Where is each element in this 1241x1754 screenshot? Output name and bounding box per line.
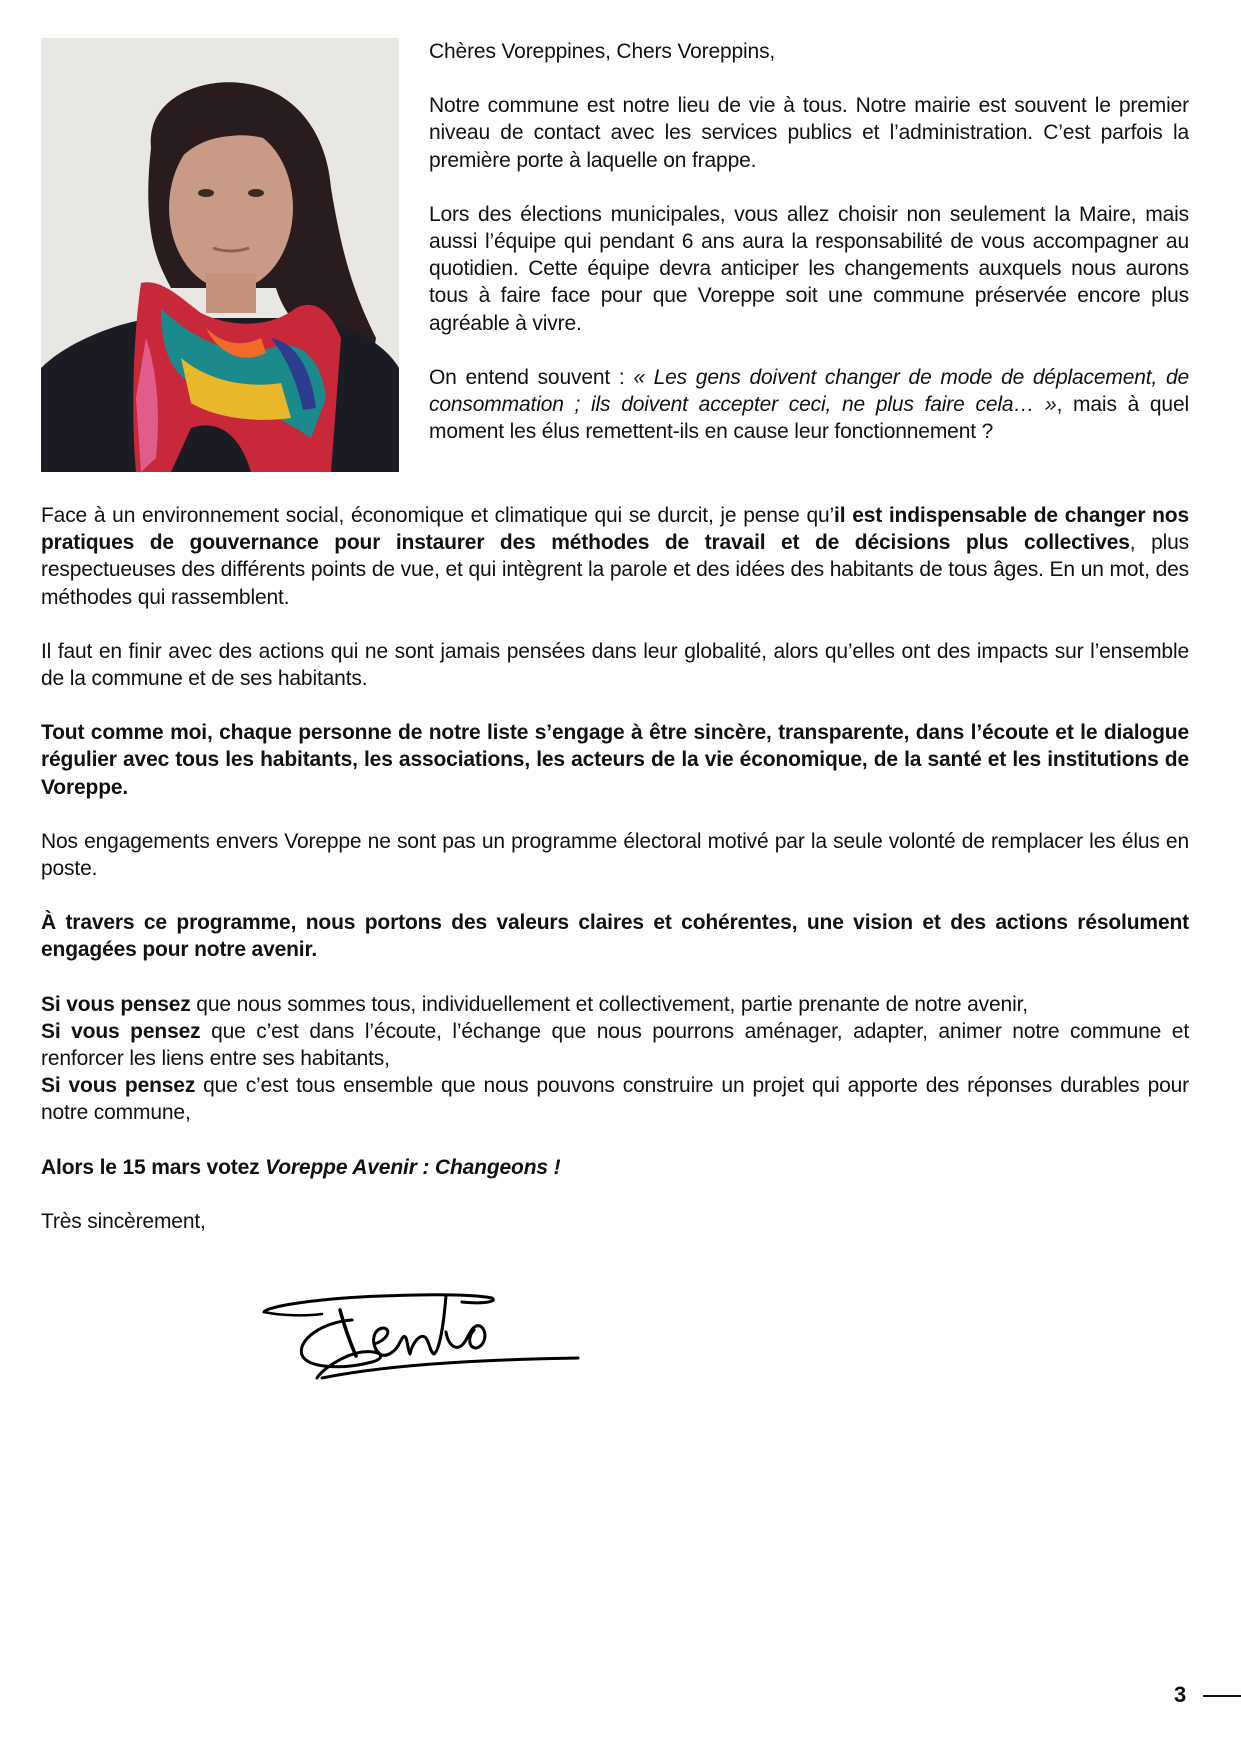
body-column [41,502,1189,1235]
closing: Très sincèrement, [41,1209,206,1233]
intro-paragraph-commune: Notre commune est notre lieu de vie à tous. Notre mairie est souvent le premier niveau de contact avec les services publics et l’administration. C’est parfois la première porte à laquelle on frappe. [429,94,1189,172]
governance-paragraph [41,502,1189,611]
page-number: 3 [1174,1682,1187,1707]
candidate-portrait-photo [41,38,399,472]
if-you-think-text: que c’est dans l’écoute, l’échange que nous pourrons aménager, adapter, animer notre commune et renforcer les liens entre ses habitants, [41,1019,1189,1071]
list-name: Voreppe Avenir : Changeons ! [265,1155,561,1179]
greeting: Chères Voreppines, Chers Voreppins, [429,40,776,63]
quote-paragraph [429,364,1189,446]
commitment-paragraph [41,719,1189,801]
quote-text: « Les gens doivent changer de mode de déplacement, de consommation ; ils doivent accepter ceci, ne plus faire cela… » [429,365,1189,417]
call-to-vote-lead: Alors le 15 mars votez [41,1155,266,1179]
quote-tail: , mais à quel moment les élus remettent-ils en cause leur fonctionnement ? [429,393,1190,444]
if-you-think-item [41,1018,1189,1072]
portrait-illustration [41,38,399,472]
if-you-think-item [41,991,1189,1018]
call-to-vote [41,1154,1189,1181]
governance-emphasis: il est indispensable de changer nos pratiques de gouvernance pour instaurer des méthodes de travail et de décisions plus collectives [41,504,1190,555]
if-you-think-item [41,1072,1189,1126]
engagements-paragraph: Nos engagements envers Voreppe ne sont pas un programme électoral motivé par la seule volonté de remplacer les élus en poste. [41,829,1189,881]
values-paragraph [41,909,1189,963]
governance-tail: , plus respectueuses des différents points de vue, et qui intègrent la parole et des idées des habitants de tous âges. En un mot, des méthodes qui rassemblent. [41,531,1189,609]
if-you-think-text: que c’est tous ensemble que nous pouvons construire un projet qui apporte des réponses durables pour notre commune, [41,1074,1189,1125]
commitment-text: Tout comme moi, chaque personne de notre liste s’engage à être sincère, transparente, dans l’écoute et le dialogue régulier avec tous les habitants, les associations, les acteurs de la vie économique, de la santé et les institutions de Voreppe. [41,721,1189,799]
if-you-think-text: que nous sommes tous, individuellement et collectivement, partie prenante de notre avenir, [190,992,1028,1016]
if-you-think-lead: Si vous pensez [41,992,191,1016]
if-you-think-lead: Si vous pensez [41,1019,201,1043]
intro-paragraph-elections: Lors des élections municipales, vous allez choisir non seulement la Maire, mais aussi l’équipe qui pendant 6 ans aura la responsabilité de vous accompagner au quotidien. Cette équipe devra anticiper les changements auxquels nous aurons tous à faire face pour que Voreppe soit une commune préservée encore plus agréable à vivre. [429,202,1189,335]
quote-lead: On entend souvent : [429,365,634,389]
intro-column [429,38,1189,445]
values-text: À travers ce programme, nous portons des valeurs claires et cohérentes, une vision et des actions résolument engagées pour notre avenir. [41,911,1189,962]
if-you-think-lead: Si vous pensez [41,1074,196,1098]
page-number-rule [1203,1695,1241,1697]
governance-lead: Face à un environnement social, économique et climatique qui se durcit, je pense qu’ [41,504,835,527]
handwritten-signature [262,1280,582,1380]
globality-paragraph: Il faut en finir avec des actions qui ne sont jamais pensées dans leur globalité, alors qu’elles ont des impacts sur l’ensemble de la commune et de ses habitants. [41,639,1189,691]
signature-icon [262,1280,582,1380]
